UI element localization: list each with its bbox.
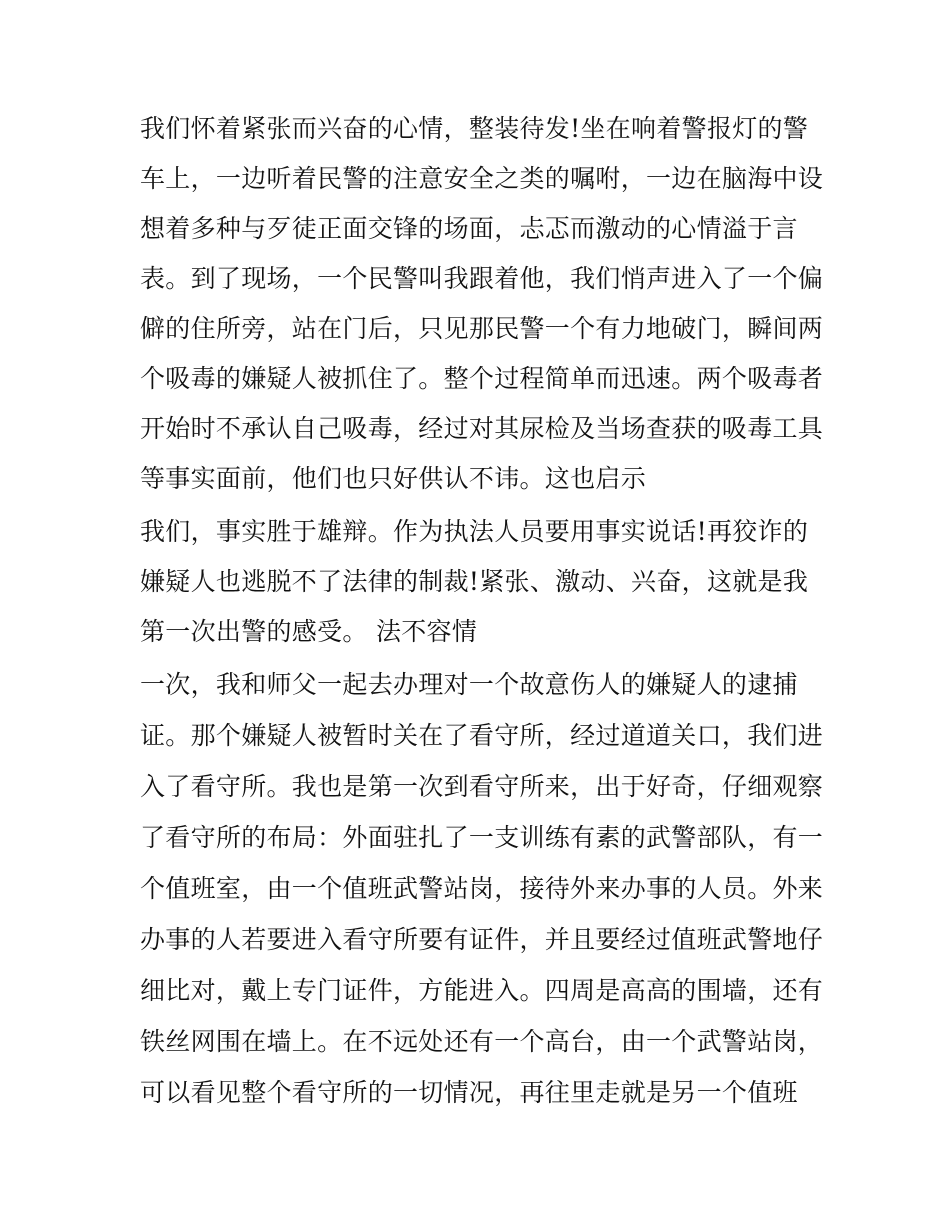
text-line-9: 我们，事实胜于雄辩。作为执法人员要用事实说话!再狡诈的 <box>140 517 809 546</box>
text-line-4: 表。到了现场，一个民警叫我跟着他，我们悄声进入了一个偏 <box>140 264 824 293</box>
text-line-1: 我们怀着紧张而兴奋的心情，整装待发!坐在响着警报灯的警 <box>140 114 809 143</box>
text-line-2: 车上，一边听着民警的注意安全之类的嘱咐，一边在脑海中设 <box>140 164 824 193</box>
text-line-10: 嫌疑人也逃脱不了法律的制裁!紧张、激动、兴奋，这就是我 <box>140 567 809 596</box>
text-line-20: 可以看见整个看守所的一切情况，再往里走就是另一个值班 <box>140 1078 798 1107</box>
text-line-5: 僻的住所旁，站在门后，只见那民警一个有力地破门，瞬间两 <box>140 314 824 343</box>
text-line-7: 开始时不承认自己吸毒，经过对其尿检及当场查获的吸毒工具 <box>140 414 824 443</box>
text-line-13: 证。那个嫌疑人被暂时关在了看守所，经过道道关口，我们进 <box>140 721 824 750</box>
text-line-16: 个值班室，由一个值班武警站岗，接待外来办事的人员。外来 <box>140 874 824 903</box>
text-line-15: 了看守所的布局：外面驻扎了一支训练有素的武警部队，有一 <box>140 823 824 852</box>
text-line-3: 想着多种与歹徒正面交锋的场面，忐忑而激动的心情溢于言 <box>140 214 798 243</box>
text-line-17: 办事的人若要进入看守所要有证件，并且要经过值班武警地仔 <box>140 925 824 954</box>
text-line-8: 等事实面前，他们也只好供认不讳。这也启示 <box>140 464 647 493</box>
text-line-14: 入了看守所。我也是第一次到看守所来，出于好奇，仔细观察 <box>140 772 824 801</box>
text-line-18: 细比对，戴上专门证件，方能进入。四周是高高的围墙，还有 <box>140 976 824 1005</box>
text-line-6: 个吸毒的嫌疑人被抓住了。整个过程简单而迅速。两个吸毒者 <box>140 364 824 393</box>
text-line-19: 铁丝网围在墙上。在不远处还有一个高台，由一个武警站岗， <box>140 1027 824 1056</box>
text-line-11: 第一次出警的感受。 法不容情 <box>140 617 478 646</box>
text-line-12: 一次，我和师父一起去办理对一个故意伤人的嫌疑人的逮捕 <box>140 670 798 699</box>
